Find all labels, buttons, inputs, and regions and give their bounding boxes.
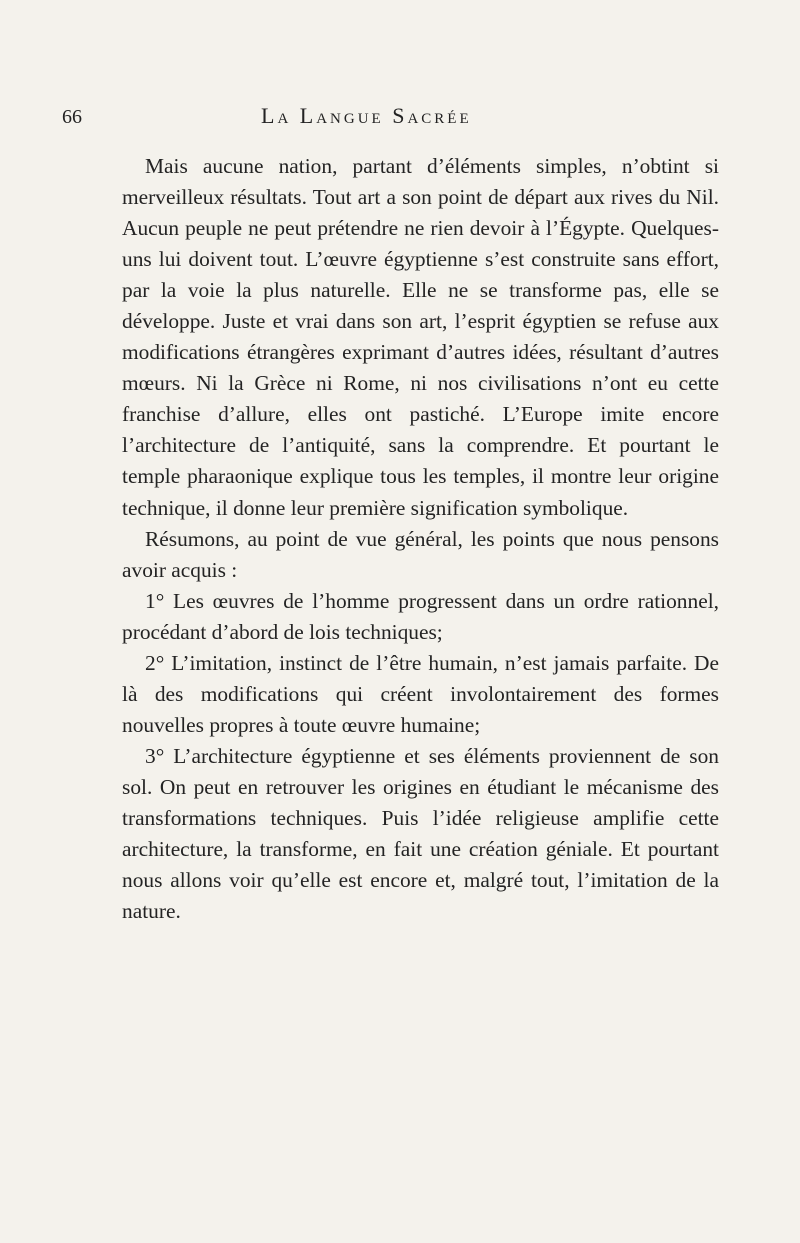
paragraph-1: Mais aucune nation, partant d’éléments simples, n’obtint si merveilleux résultats. Tout art a son point de départ aux rives du Nil. Aucun peuple ne peut prétendre ne rien devoir à l’Égypte. Quelques-uns lui doivent tout. L’œuvre égyptienne s’est construite sans effort, par la voie la plus naturelle. Elle ne se transforme pas, elle se développe. Juste et vrai dans son art, l’esprit égyptien se refuse aux modifications étrangères exprimant d’autres idées, résultant d’autres mœurs. Ni la Grèce ni Rome, ni nos civilisations n’ont eu cette franchise d’allure, elles ont pastiché. L’Europe imite encore l’architecture de l’antiquité, sans la comprendre. Et pourtant le temple pharaonique explique tous les temples, il montre leur origine technique, il donne leur première signification symbolique.	[122, 154, 719, 520]
list-item-2: 2° L’imitation, instinct de l’être humain, n’est jamais parfaite. De là des modifications qui créent involontairement des formes nouvelles propres à toute œuvre humaine;	[122, 650, 719, 737]
body-text	[122, 151, 719, 927]
paragraph-2: Résumons, au point de vue général, les points que nous pensons avoir acquis :	[122, 526, 719, 582]
list-item-1: 1° Les œuvres de l’homme progressent dans un ordre rationnel, procédant d’abord de lois techniques;	[122, 588, 719, 644]
page-number: 66	[62, 106, 82, 128]
list-item-3: 3° L’architecture égyptienne et ses éléments proviennent de son sol. On peut en retrouver les origines en étudiant le mécanisme des transformations techniques. Puis l’idée religieuse amplifie cette architecture, la transforme, en fait une création géniale. Et pourtant nous allons voir qu’elle est encore et, malgré tout, l’imitation de la nature.	[122, 743, 719, 924]
running-title: La Langue Sacrée	[261, 103, 472, 128]
